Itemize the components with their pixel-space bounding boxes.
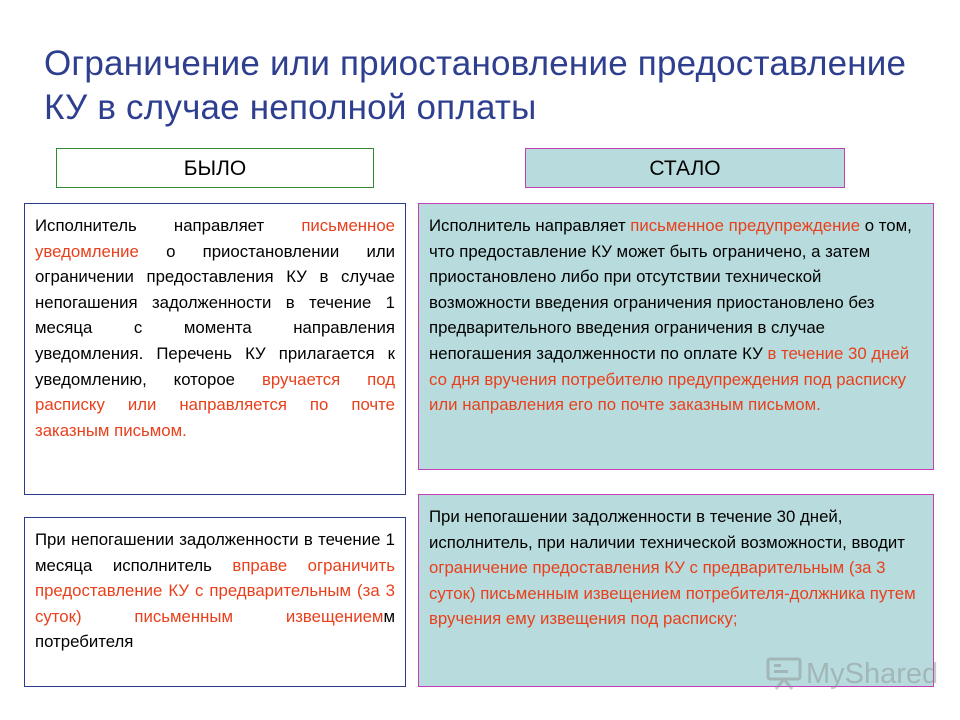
before-2-highlight-1: вправе ограничить предоставление КУ с предварительным (за 3 суток) письменным извещением [35,555,395,626]
before-1-text-1: Исполнитель направляет [35,216,302,235]
before-1-highlight-2: вручается под расписку или направляется по почте заказным письмом. [35,369,395,440]
after-1-highlight-1: письменное предупреждение [630,216,861,235]
header-after: СТАЛО [525,148,845,188]
before-text-box-1 [24,203,406,495]
after-1-text-2: о том, что предоставление КУ может быть ограничено, а затем приостановлено либо при отсутствии технической возможности введения ограничения приостановлено без предварительного введения ограничения в случае непогашения задолженности по оплате КУ [429,216,912,363]
watermark-text: MyShared [806,658,939,690]
slide-title: Ограничение или приостановление предоставление КУ в случае неполной оплаты [44,44,907,127]
before-1-text-2: о приостановлении или ограничении предоставления КУ в случае непогашения задолженности в течение 1 месяца с момента направления уведомления. Перечень КУ прилагается к уведомлению, которое [35,241,395,389]
after-2-highlight-1: ограничение предоставления КУ с предварительным (за 3 суток) письменным извещением потребителя-должника путем вручения ему извещения под расписку; [429,558,916,629]
before-2-text-1: При непогашении задолженности в течение 1 месяца исполнитель [35,530,395,575]
presentation-board-icon [766,656,802,690]
after-1-text-1: Исполнитель направляет [429,216,631,235]
after-1-highlight-2: в течение 30 дней со дня вручения потребителю предупреждения под расписку или направления его по почте заказным письмом. [429,343,910,415]
after-2-text-1: При непогашении задолженности в течение 30 дней, исполнитель, при наличии технической возможности, вводит [429,507,905,552]
header-before: БЫЛО [56,148,374,188]
after-text-box-1 [418,203,934,470]
before-text-box-2 [24,517,406,687]
before-2-text-2: м потребителя [35,606,395,652]
before-1-highlight-1: письменное уведомление [35,216,395,261]
watermark [764,654,944,694]
